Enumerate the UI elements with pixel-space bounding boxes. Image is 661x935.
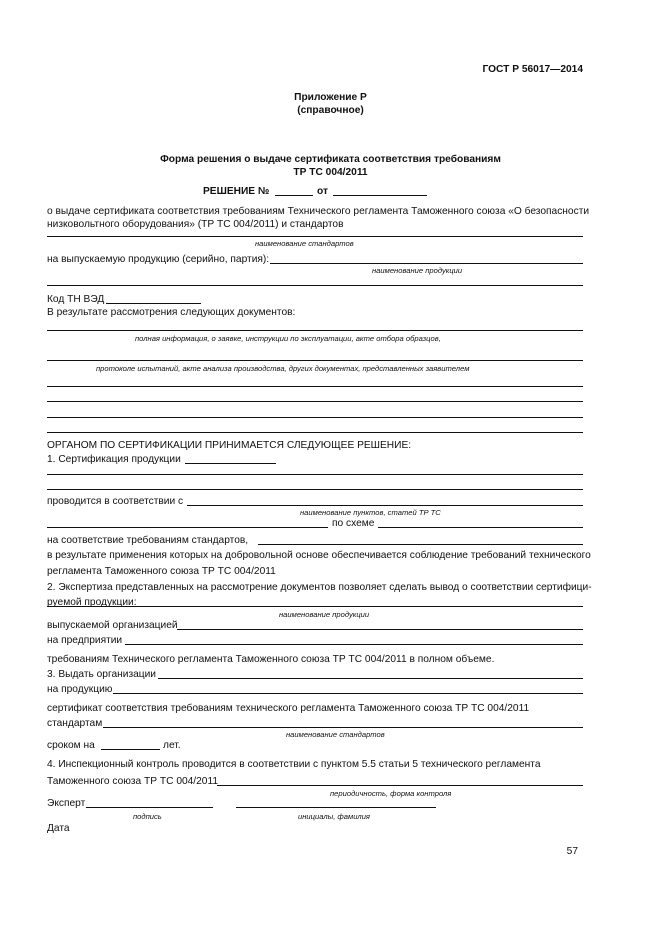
voluntary-line2: регламента Таможенного союза ТР ТС 004/2011	[47, 566, 276, 577]
caption-clauses: наименование пунктов, статей ТР ТС	[300, 508, 441, 517]
appendix-subtitle: (справочное)	[297, 105, 364, 116]
page-number: 57	[566, 846, 578, 857]
caption-signature: подпись	[133, 812, 162, 821]
expert-label: Эксперт	[47, 798, 86, 809]
form-title-line1: Форма решения о выдаче сертификата соответствия требованиям	[160, 154, 501, 165]
voluntary-line1: в результате применения которых на добровольной основе обеспечивается соблюдение требований технического	[47, 550, 591, 561]
caption-documents-2: протоколе испытаний, акте анализа производства, других документах, представленных заявителем	[96, 364, 470, 373]
item2-line2: руемой продукции:	[47, 597, 137, 608]
review-label: В результате рассмотрения следующих документов:	[47, 307, 296, 318]
item3-label: 3. Выдать организации	[47, 669, 156, 680]
years-label: лет.	[163, 740, 181, 751]
item3-organization-field[interactable]	[158, 678, 583, 679]
appendix-title: Приложение Р	[294, 92, 367, 103]
clauses-field[interactable]	[187, 505, 583, 506]
caption-standards: наименование стандартов	[255, 239, 354, 248]
item1-field-2[interactable]	[47, 474, 583, 475]
documents-field-1[interactable]	[47, 330, 583, 331]
caption-initials: инициалы, фамилия	[298, 812, 370, 821]
item1-field-3[interactable]	[47, 489, 583, 490]
initials-field[interactable]	[236, 807, 436, 808]
caption-standards-2: наименование стандартов	[286, 730, 385, 739]
standards-field[interactable]	[47, 236, 583, 237]
caption-periodicity: периодичность, форма контроля	[330, 789, 452, 798]
item2-line1: 2. Экспертиза представленных на рассмотрение документов позволяет сделать вывод о соответствии сертифици-	[47, 582, 592, 593]
caption-product-2: наименование продукции	[279, 610, 370, 619]
signature-field[interactable]	[86, 807, 213, 808]
item1-field[interactable]	[185, 463, 276, 464]
term-label: сроком на	[47, 740, 95, 751]
documents-field-5[interactable]	[47, 417, 583, 418]
scheme-label: по схеме	[332, 518, 375, 529]
form-title-line2: ТР ТС 004/2011	[293, 167, 368, 178]
decision-number-label: РЕШЕНИЕ №	[203, 186, 270, 197]
term-field[interactable]	[101, 749, 160, 750]
decision-number-field[interactable]	[275, 195, 313, 196]
caption-product: наименование продукции	[372, 266, 463, 275]
conducted-label: проводится в соответствии с	[47, 496, 184, 507]
for-product-label: на продукцию	[47, 684, 113, 695]
produced-by-field[interactable]	[177, 629, 583, 630]
standards-basis-label: на соответствие требованиям стандартов,	[47, 535, 249, 546]
clauses-field-2[interactable]	[47, 527, 328, 528]
item4-line1: 4. Инспекционный контроль проводится в соответствии с пунктом 5.5 статьи 5 технического регламента	[47, 759, 541, 770]
date-label: Дата	[47, 823, 70, 834]
produced-by-label: выпускаемой организацией	[47, 620, 178, 631]
documents-field-2[interactable]	[47, 360, 583, 361]
product-field[interactable]	[270, 263, 583, 264]
standards-field-2[interactable]	[103, 727, 583, 728]
tnved-field[interactable]	[106, 303, 201, 304]
periodicity-field[interactable]	[217, 785, 583, 786]
intro-line2: низковольтного оборудования» (ТР ТС 004/2011) и стандартов	[47, 219, 344, 230]
decision-from-label: от	[317, 186, 328, 197]
full-compliance-text: требованиям Технического регламента Таможенного союза ТР ТС 004/2011 в полном объеме.	[47, 654, 495, 665]
at-enterprise-label: на предприятии	[47, 635, 123, 646]
documents-field-4[interactable]	[47, 401, 583, 402]
certificate-line: сертификат соответствия требованиям технического регламента Таможенного союза ТР ТС 004/2011	[47, 703, 530, 714]
standard-code: ГОСТ Р 56017—2014	[482, 64, 583, 75]
documents-field-3[interactable]	[47, 386, 583, 387]
enterprise-field[interactable]	[125, 644, 583, 645]
product-field-extra[interactable]	[47, 285, 583, 286]
caption-documents-1: полная информация, о заявке, инструкции по эксплуатации, акте отбора образцов,	[135, 334, 441, 343]
organ-decision-heading: ОРГАНОМ ПО СЕРТИФИКАЦИИ ПРИНИМАЕТСЯ СЛЕДУЮЩЕЕ РЕШЕНИЕ:	[47, 440, 412, 451]
standards-label: стандартам	[47, 718, 103, 729]
intro-line1: о выдаче сертификата соответствия требованиям Технического регламента Таможенного союза «О безопасности	[47, 206, 590, 217]
item1-label: 1. Сертификация продукции	[47, 454, 181, 465]
for-product-field[interactable]	[113, 693, 583, 694]
standards-basis-field[interactable]	[258, 544, 583, 545]
tnved-label: Код ТН ВЭД	[47, 294, 105, 305]
documents-field-6[interactable]	[47, 432, 583, 433]
item2-product-field[interactable]	[47, 606, 583, 607]
product-label: на выпускаемую продукцию (серийно, партия):	[47, 254, 270, 265]
item4-line2: Таможенного союза ТР ТС 004/2011	[47, 776, 219, 787]
decision-date-field[interactable]	[333, 195, 427, 196]
scheme-field[interactable]	[378, 527, 583, 528]
